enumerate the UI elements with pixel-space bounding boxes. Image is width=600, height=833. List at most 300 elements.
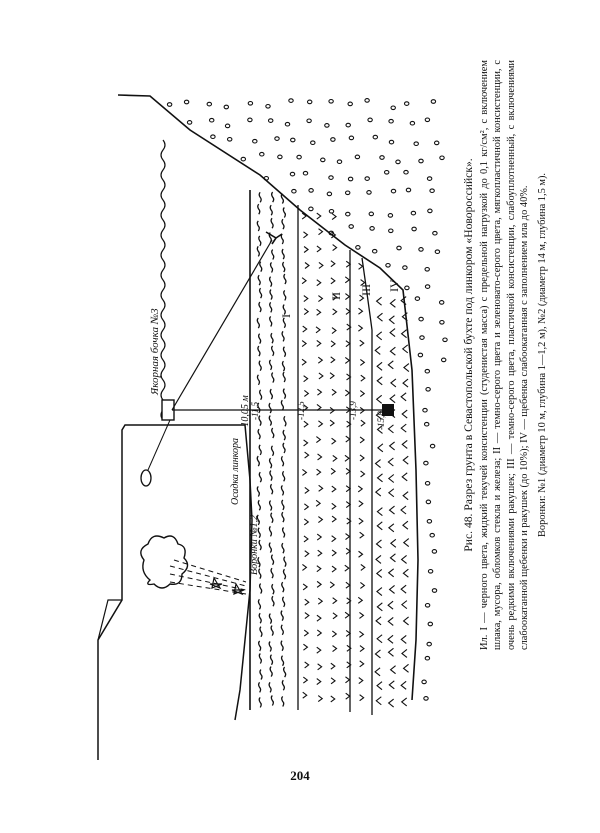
water-dot bbox=[346, 212, 350, 216]
water-dot bbox=[369, 212, 373, 216]
silt-mark bbox=[272, 428, 274, 438]
caption-legend: Ил. I — черного цвета, жидкий текучей консистенции (студенистая масса) с предельной нагрузкой до 0,1 кг/см², с включением шлака, мусора, обломков стекла и железа; II — темно-серого цвета и зеленовато-серого цвета, мягкопластичной консистенции, с очень редкими включениями ракушек; III — темно-серого цвета, пластичной консистенции, слабоуплотненный, с включениями слабоокатанной щебенки и ракушек (до 10%); IV — щебенка слабоокатанная с заполнением ила до 40%. bbox=[478, 60, 531, 650]
depth-2-label: -12,5 bbox=[296, 401, 306, 420]
water-dot bbox=[432, 550, 436, 554]
water-dot bbox=[410, 121, 414, 125]
gravel-mark bbox=[377, 508, 382, 516]
gravel-mark bbox=[390, 395, 395, 403]
silt-mark bbox=[272, 192, 274, 202]
clay-mark bbox=[333, 598, 337, 604]
gravel-mark bbox=[388, 617, 393, 625]
water-dot bbox=[406, 188, 410, 192]
silt-mark bbox=[272, 446, 274, 456]
clay-mark bbox=[318, 664, 322, 670]
gravel-mark bbox=[388, 425, 393, 433]
clay-mark bbox=[330, 420, 334, 426]
silt-mark bbox=[259, 236, 261, 246]
water-dot bbox=[427, 177, 431, 181]
water-dot bbox=[386, 264, 390, 268]
silt-mark bbox=[259, 334, 261, 344]
clay-mark bbox=[304, 421, 308, 427]
water-dot bbox=[426, 500, 430, 504]
silt-mark bbox=[272, 373, 274, 383]
explosion-star-1 bbox=[210, 578, 222, 588]
clay-mark bbox=[332, 438, 336, 444]
water-dot bbox=[389, 140, 393, 144]
water-dot bbox=[432, 589, 436, 593]
clay-mark bbox=[345, 612, 349, 618]
water-dot bbox=[278, 155, 282, 159]
water-dot bbox=[210, 118, 214, 122]
water-dot bbox=[207, 102, 211, 106]
gravel-mark bbox=[401, 393, 406, 401]
water-dot bbox=[329, 100, 333, 104]
silt-mark bbox=[284, 569, 286, 579]
clay-mark bbox=[330, 373, 334, 379]
clay-mark bbox=[316, 437, 320, 443]
clay-mark bbox=[303, 232, 307, 238]
clay-mark bbox=[318, 296, 322, 302]
silt-mark bbox=[269, 614, 271, 624]
gravel-mark bbox=[401, 585, 406, 593]
water-dot bbox=[292, 189, 296, 193]
layer-4-gravel-pattern bbox=[375, 297, 409, 707]
gravel-mark bbox=[390, 554, 395, 562]
clay-mark bbox=[317, 389, 321, 395]
water-dot bbox=[346, 191, 350, 195]
silt-mark bbox=[271, 626, 273, 636]
clay-mark bbox=[316, 500, 320, 506]
silt-mark bbox=[259, 654, 261, 664]
water-dot bbox=[285, 122, 289, 126]
gravel-mark bbox=[377, 635, 382, 643]
water-dot bbox=[224, 105, 228, 109]
gravel-mark bbox=[402, 330, 407, 338]
gravel-mark bbox=[403, 569, 408, 577]
water-dot bbox=[440, 156, 444, 160]
silt-mark bbox=[284, 667, 286, 677]
clay-mark bbox=[331, 696, 335, 702]
silt-mark bbox=[272, 555, 274, 565]
water-dot bbox=[425, 604, 429, 608]
water-dot bbox=[349, 136, 353, 140]
figure-caption bbox=[462, 60, 550, 650]
layer-2-3-pattern bbox=[302, 213, 365, 702]
water-dot bbox=[435, 141, 439, 145]
clay-mark bbox=[304, 246, 308, 252]
gravel-mark bbox=[388, 458, 393, 466]
clay-mark bbox=[317, 647, 321, 653]
gravel-mark bbox=[390, 299, 395, 307]
clay-mark bbox=[332, 550, 336, 556]
silt-mark bbox=[270, 360, 272, 370]
gravel-mark bbox=[401, 506, 406, 514]
clay-mark bbox=[331, 357, 335, 363]
gravel-mark bbox=[390, 506, 395, 514]
silt-mark bbox=[283, 430, 285, 440]
water-dot bbox=[430, 444, 434, 448]
clay-mark bbox=[358, 597, 362, 603]
clay-mark bbox=[331, 341, 335, 347]
gravel-mark bbox=[377, 332, 382, 340]
clay-mark bbox=[317, 309, 321, 315]
gravel-mark bbox=[388, 635, 393, 643]
clay-mark bbox=[304, 376, 308, 382]
gravel-mark bbox=[376, 460, 381, 468]
clay-mark bbox=[319, 373, 323, 379]
water-dot bbox=[307, 119, 311, 123]
gravel-mark bbox=[389, 316, 394, 324]
silt-mark bbox=[257, 456, 259, 466]
water-dot bbox=[385, 171, 389, 175]
silt-mark bbox=[270, 205, 272, 215]
clay-mark bbox=[302, 278, 306, 284]
silt-mark bbox=[282, 361, 284, 371]
clay-mark bbox=[358, 308, 362, 314]
clay-mark bbox=[317, 679, 321, 685]
water-dot bbox=[329, 176, 333, 180]
gravel-mark bbox=[389, 699, 394, 707]
silt-mark bbox=[257, 246, 259, 256]
page-number: 204 bbox=[290, 768, 310, 783]
silt-mark bbox=[272, 250, 274, 260]
clay-mark bbox=[360, 661, 364, 667]
clay-mark bbox=[302, 359, 306, 365]
clay-mark bbox=[317, 566, 321, 572]
gravel-mark bbox=[390, 347, 395, 355]
clay-mark bbox=[305, 487, 309, 493]
clay-mark bbox=[360, 532, 364, 538]
clay-mark bbox=[358, 486, 362, 492]
silt-mark bbox=[281, 611, 283, 621]
silt-mark bbox=[259, 192, 261, 202]
water-dot bbox=[187, 121, 191, 125]
silt-mark bbox=[258, 204, 260, 214]
water-dot bbox=[426, 388, 430, 392]
silt-mark bbox=[257, 375, 259, 385]
gravel-mark bbox=[389, 569, 394, 577]
clay-mark bbox=[346, 341, 350, 347]
water-dot bbox=[327, 192, 331, 196]
water-dot bbox=[427, 520, 431, 524]
clay-mark bbox=[346, 582, 350, 588]
water-dot bbox=[348, 102, 352, 106]
water-dot bbox=[427, 642, 431, 646]
water-dot bbox=[303, 171, 307, 175]
clay-mark bbox=[333, 245, 337, 251]
silt-mark bbox=[270, 277, 272, 287]
gravel-mark bbox=[402, 601, 407, 609]
water-dot bbox=[373, 249, 377, 253]
clay-mark bbox=[332, 536, 336, 542]
clay-mark bbox=[331, 678, 335, 684]
clay-mark bbox=[305, 599, 309, 605]
gravel-mark bbox=[404, 539, 409, 547]
water-dot bbox=[365, 177, 369, 181]
gravel-mark bbox=[388, 361, 393, 369]
clay-mark bbox=[346, 534, 350, 540]
clay-mark bbox=[317, 213, 321, 219]
clay-mark bbox=[346, 693, 350, 699]
clay-mark bbox=[345, 357, 349, 363]
clay-mark bbox=[359, 631, 363, 637]
clay-mark bbox=[304, 440, 308, 446]
water-dot bbox=[415, 297, 419, 301]
water-dot bbox=[275, 137, 279, 141]
gravel-mark bbox=[388, 601, 393, 609]
clay-mark bbox=[303, 677, 307, 683]
silt-mark bbox=[271, 262, 273, 272]
gravel-mark bbox=[378, 444, 383, 452]
gravel-mark bbox=[389, 648, 394, 656]
silt-mark bbox=[259, 472, 261, 482]
water-dot bbox=[428, 570, 432, 574]
water-dot bbox=[422, 680, 426, 684]
gravel-mark bbox=[401, 424, 406, 432]
clay-mark bbox=[317, 340, 321, 346]
clay-mark bbox=[317, 615, 321, 621]
water-dot bbox=[430, 189, 434, 193]
water-dot bbox=[348, 177, 352, 181]
clay-mark bbox=[346, 436, 350, 442]
water-dot bbox=[289, 99, 293, 103]
water-dot bbox=[404, 170, 408, 174]
craters-label: Воронки №1,2 bbox=[249, 514, 260, 575]
silt-mark bbox=[258, 429, 260, 439]
water-dot bbox=[419, 159, 423, 163]
water-dot bbox=[433, 231, 437, 235]
gravel-mark bbox=[402, 473, 407, 481]
silt-mark bbox=[281, 485, 283, 495]
silt-mark bbox=[260, 670, 262, 680]
silt-mark bbox=[271, 655, 273, 665]
clay-mark bbox=[345, 677, 349, 683]
clay-mark bbox=[358, 325, 362, 331]
silt-mark bbox=[272, 584, 274, 594]
silt-mark bbox=[271, 568, 273, 578]
clay-mark bbox=[305, 662, 309, 668]
water-dot bbox=[356, 246, 360, 250]
clay-mark bbox=[359, 501, 363, 507]
clay-mark bbox=[304, 630, 308, 636]
silt-mark bbox=[282, 249, 284, 259]
water-dot bbox=[412, 227, 416, 231]
clay-mark bbox=[303, 692, 307, 698]
silt-mark bbox=[281, 400, 283, 410]
silt-mark bbox=[284, 416, 286, 426]
water-dot bbox=[391, 106, 395, 110]
clay-mark bbox=[345, 277, 349, 283]
clay-mark bbox=[360, 582, 364, 588]
water-dot bbox=[253, 139, 257, 143]
water-dot bbox=[370, 227, 374, 231]
silt-mark bbox=[258, 346, 260, 356]
caption-craters: Воронки: №1 (диаметр 10 м, глубина 1—1,2 м), №2 (диаметр 14 м, глубина 1,5 м). bbox=[536, 172, 548, 538]
clay-mark bbox=[319, 229, 323, 235]
clay-mark bbox=[361, 375, 365, 381]
clay-mark bbox=[360, 391, 364, 397]
water-dot bbox=[389, 229, 393, 233]
gravel-mark bbox=[390, 329, 395, 337]
gravel-mark bbox=[402, 410, 407, 418]
water-dot bbox=[355, 155, 359, 159]
silt-mark bbox=[270, 389, 272, 399]
clay-mark bbox=[302, 469, 306, 475]
gravel-mark bbox=[377, 297, 382, 305]
gravel-mark bbox=[389, 475, 394, 483]
clay-mark bbox=[360, 455, 364, 461]
gravel-mark bbox=[377, 682, 382, 690]
silt-mark bbox=[283, 207, 285, 217]
silt-mark bbox=[270, 316, 272, 326]
silt-mark bbox=[284, 290, 286, 300]
water-dot bbox=[297, 155, 301, 159]
gravel-mark bbox=[402, 555, 407, 563]
water-dot bbox=[414, 142, 418, 146]
water-dot bbox=[308, 100, 312, 104]
silt-mark bbox=[270, 290, 272, 300]
silt-mark bbox=[260, 584, 262, 594]
shore-profile-line bbox=[118, 95, 418, 700]
clay-mark bbox=[304, 390, 308, 396]
clay-mark bbox=[361, 420, 365, 426]
water-dot bbox=[228, 138, 232, 142]
clay-mark bbox=[333, 455, 337, 461]
clay-mark bbox=[303, 584, 307, 590]
clay-mark bbox=[359, 612, 363, 618]
water-dot bbox=[367, 191, 371, 195]
clay-mark bbox=[361, 471, 365, 477]
gravel-mark bbox=[377, 588, 382, 596]
water-dot bbox=[290, 172, 294, 176]
water-dot bbox=[440, 301, 444, 305]
water-dot bbox=[425, 482, 429, 486]
water-dot bbox=[291, 138, 295, 142]
gravel-mark bbox=[403, 345, 408, 353]
clay-mark bbox=[333, 309, 337, 315]
silt-mark bbox=[282, 456, 284, 466]
water-dot bbox=[403, 266, 407, 270]
water-dot bbox=[419, 317, 423, 321]
gravel-mark bbox=[401, 635, 406, 643]
clay-mark bbox=[360, 359, 364, 365]
silt-mark bbox=[283, 347, 285, 357]
water-dot bbox=[442, 358, 446, 362]
silt-mark bbox=[258, 500, 260, 510]
water-dot bbox=[309, 189, 313, 193]
water-dot bbox=[425, 118, 429, 122]
silt-mark bbox=[283, 471, 285, 481]
silt-mark bbox=[283, 527, 285, 537]
clay-mark bbox=[331, 278, 335, 284]
water-dot bbox=[248, 102, 252, 106]
silt-mark bbox=[269, 641, 271, 651]
clay-mark bbox=[318, 357, 322, 363]
gravel-mark bbox=[391, 539, 396, 547]
water-dot bbox=[428, 622, 432, 626]
clay-mark bbox=[303, 326, 307, 332]
clay-mark bbox=[305, 613, 309, 619]
water-dot bbox=[266, 105, 270, 109]
clay-mark bbox=[345, 390, 349, 396]
clay-mark bbox=[305, 263, 309, 269]
gravel-mark bbox=[375, 668, 380, 676]
water-dot bbox=[425, 656, 429, 660]
clay-mark bbox=[359, 518, 363, 524]
clay-mark bbox=[333, 646, 337, 652]
water-dot bbox=[380, 156, 384, 160]
silt-mark bbox=[283, 262, 285, 272]
clay-mark bbox=[317, 280, 321, 286]
clay-mark bbox=[319, 485, 323, 491]
clay-mark bbox=[317, 534, 321, 540]
layer-boundary-3 bbox=[362, 258, 372, 715]
silt-mark bbox=[259, 445, 261, 455]
clay-mark bbox=[345, 294, 349, 300]
gravel-mark bbox=[376, 555, 381, 563]
silt-mark bbox=[282, 331, 284, 341]
anchor-icon bbox=[266, 232, 282, 244]
depth-1-label: -11,5 bbox=[250, 401, 260, 420]
clay-mark bbox=[360, 695, 364, 701]
gravel-mark bbox=[377, 522, 382, 530]
silt-mark bbox=[283, 443, 285, 453]
water-dot bbox=[184, 100, 188, 104]
silt-mark bbox=[270, 458, 272, 468]
silt-mark bbox=[269, 416, 271, 426]
water-dot bbox=[309, 207, 313, 211]
silt-mark bbox=[271, 333, 273, 343]
silt-mark bbox=[270, 501, 272, 511]
silt-mark bbox=[271, 484, 273, 494]
gravel-mark bbox=[403, 456, 408, 464]
water-dot bbox=[428, 209, 432, 213]
water-dot bbox=[368, 118, 372, 122]
gravel-mark bbox=[378, 313, 383, 321]
gravel-mark bbox=[403, 379, 408, 387]
clay-mark bbox=[332, 486, 336, 492]
clay-mark bbox=[332, 328, 336, 334]
clay-mark bbox=[305, 551, 309, 557]
silt-mark bbox=[259, 682, 261, 692]
clay-mark bbox=[317, 630, 321, 636]
clay-mark bbox=[316, 327, 320, 333]
gravel-mark bbox=[404, 617, 409, 625]
clay-mark bbox=[332, 516, 336, 522]
water-dot bbox=[365, 99, 369, 103]
gravel-mark bbox=[389, 524, 394, 532]
silt-mark bbox=[259, 613, 261, 623]
water-dot bbox=[411, 211, 415, 215]
water-dot bbox=[260, 152, 264, 156]
clay-mark bbox=[318, 550, 322, 556]
gravel-mark bbox=[402, 649, 407, 657]
clay-mark bbox=[345, 455, 349, 461]
silt-mark bbox=[271, 513, 273, 523]
water-dot bbox=[397, 246, 401, 250]
clay-mark bbox=[359, 678, 363, 684]
silt-mark bbox=[282, 696, 284, 706]
water-dot bbox=[211, 135, 215, 139]
silt-mark bbox=[283, 318, 285, 328]
silt-mark bbox=[283, 305, 285, 315]
clay-mark bbox=[333, 613, 337, 619]
anchor-buoy-label: Якорная бочка №3 bbox=[149, 308, 161, 395]
silt-mark bbox=[281, 234, 283, 244]
gravel-mark bbox=[403, 492, 408, 500]
clay-mark bbox=[346, 308, 350, 314]
water-dot bbox=[424, 697, 428, 701]
